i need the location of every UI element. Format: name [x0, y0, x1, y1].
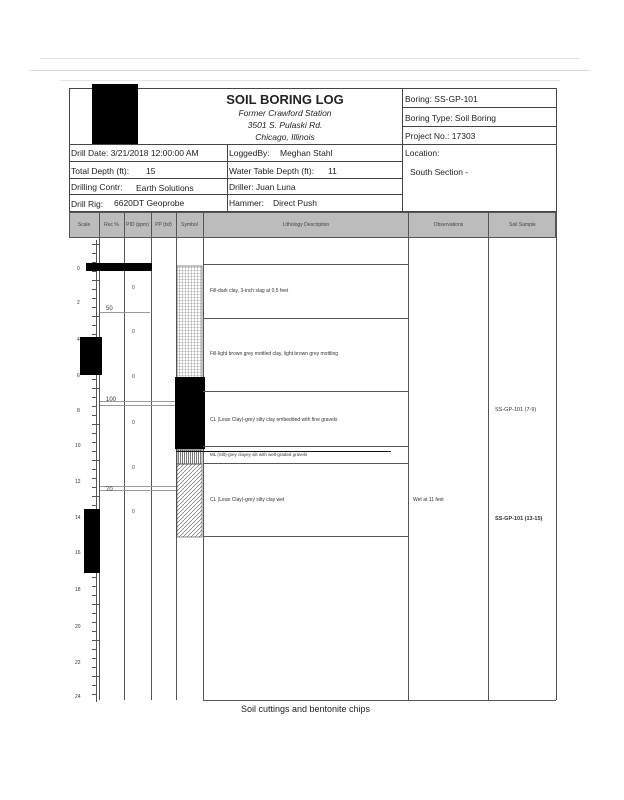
total-depth-label: Total Depth (ft):	[71, 166, 130, 176]
col-scale: Scale	[77, 222, 91, 228]
ruler-tick	[92, 424, 100, 425]
col-divider	[408, 212, 409, 700]
ruler-tick	[92, 379, 96, 380]
fill-symbol	[177, 266, 202, 392]
lithology-description: Fill-dark clay, 3-inch slag at 0.5 feet	[210, 288, 289, 294]
ruler-tick	[92, 334, 96, 335]
col-soil-sample: Soil Sample	[509, 222, 536, 228]
log-title: SOIL BORING LOG	[226, 92, 344, 107]
ruler-tick	[92, 289, 96, 290]
site-address: 3501 S. Pulaski Rd.	[247, 120, 323, 130]
footer-note: Soil cuttings and bentonite chips	[240, 704, 371, 714]
ruler-tick	[92, 496, 100, 497]
driller: Driller: Juan Luna	[229, 182, 296, 192]
col-rec: Rec %	[104, 222, 119, 228]
litho-boundary	[203, 318, 408, 319]
scale-tick-label: 2	[77, 300, 80, 306]
ruler-tick	[92, 442, 96, 443]
ruler-tick	[92, 433, 96, 434]
boring-type: Boring Type: Soil Boring	[405, 113, 497, 123]
ruler-tick	[92, 658, 96, 659]
redaction-bar	[84, 509, 100, 573]
ruler-tick	[92, 577, 96, 578]
col-divider	[556, 212, 557, 700]
lithology-description: ML (Silt)-grey clayey silt with well-graded gravels	[210, 452, 308, 457]
total-depth: 15	[146, 166, 156, 176]
scale-tick-label: 16	[75, 550, 81, 556]
depth-ruler	[96, 240, 97, 702]
ruler-tick	[92, 451, 96, 452]
litho-boundary	[203, 463, 408, 464]
litho-boundary	[203, 446, 408, 447]
ruler-tick	[92, 685, 96, 686]
ruler-tick	[92, 604, 100, 605]
ruler-tick	[92, 325, 96, 326]
redaction-bar	[86, 263, 152, 271]
ruler-tick	[92, 505, 96, 506]
sample-id: SS-GP-101 (7-9)	[495, 407, 537, 413]
ruler-tick	[92, 406, 96, 407]
lithology-description: CL (Lean Clay)-grey silty clay wet	[210, 497, 285, 503]
pid-value: 0	[132, 465, 135, 471]
hammer-label: Hammer:	[229, 198, 264, 208]
ruler-tick	[92, 397, 96, 398]
scan-noise	[60, 80, 560, 81]
site-city: Chicago, Illinois	[255, 132, 315, 142]
ruler-tick	[92, 415, 96, 416]
ruler-tick	[92, 694, 96, 695]
ruler-tick	[92, 667, 96, 668]
ruler-tick	[92, 253, 96, 254]
drilling-contr: Earth Solutions	[136, 183, 194, 193]
col-lithology: Lithology Description	[282, 222, 330, 228]
observation-note: Wet at 11 feet	[413, 497, 444, 503]
ruler-tick	[92, 640, 100, 641]
ruler-tick	[92, 595, 96, 596]
drill-rig-label: Drill Rig:	[71, 199, 104, 209]
ruler-tick	[92, 280, 100, 281]
table-bottom	[203, 700, 556, 701]
rec-value: 100	[106, 397, 117, 403]
scale-tick-label: 20	[75, 624, 81, 630]
pid-value: 0	[132, 329, 135, 335]
site-name: Former Crawford Station	[238, 108, 332, 118]
litho-boundary	[203, 264, 408, 265]
redaction-logo	[92, 84, 138, 144]
scale-tick-label: 0	[77, 266, 80, 272]
ruler-tick	[92, 244, 100, 245]
boring-id: Boring: SS-GP-101	[405, 94, 478, 104]
drill-rig: 6620DT Geoprobe	[114, 198, 185, 208]
pid-value: 0	[132, 509, 135, 515]
ruler-tick	[92, 631, 96, 632]
lithology-description: Fill-light brown grey mottled clay, light brown grey mottling	[210, 351, 339, 357]
scan-noise	[30, 70, 590, 71]
project-no: Project No.: 17303	[405, 131, 476, 141]
ruler-tick	[92, 469, 96, 470]
ruler-tick	[92, 613, 96, 614]
scan-noise	[40, 58, 580, 59]
scale-tick-label: 14	[75, 515, 81, 521]
litho-boundary	[203, 536, 408, 537]
col-divider	[99, 212, 100, 700]
col-divider	[124, 212, 125, 700]
logged-by: Meghan Stahl	[280, 148, 333, 158]
rec-value: 70	[106, 487, 113, 493]
pid-value: 0	[132, 374, 135, 380]
hammer: Direct Push	[273, 198, 317, 208]
ruler-tick	[92, 622, 96, 623]
ruler-tick	[92, 271, 96, 272]
col-divider	[151, 212, 152, 700]
pid-value: 0	[132, 285, 135, 291]
lean-clay-symbol	[177, 464, 202, 537]
lithology-description: CL (Lean Clay)-grey silty clay embedded with fine gravels	[210, 417, 338, 423]
silt-symbol	[177, 450, 202, 464]
scale-tick-label: 22	[75, 660, 81, 666]
drill-date: Drill Date: 3/21/2018 12:00:00 AM	[71, 148, 199, 158]
ruler-tick	[92, 316, 100, 317]
scale-tick-label: 18	[75, 587, 81, 593]
pid-value: 0	[132, 420, 135, 426]
ruler-tick	[92, 388, 100, 389]
col-pid: PID (ppm)	[126, 222, 149, 228]
drilling-contr-label: Drilling Contr:	[71, 182, 123, 192]
scale-tick-label: 4	[77, 337, 80, 343]
location-label: Location:	[405, 148, 440, 158]
sample-id: SS-GP-101 (13-15)	[495, 516, 543, 522]
col-symbol: Symbol	[181, 222, 198, 228]
scale-tick-label: 8	[77, 408, 80, 414]
water-table: 11	[328, 166, 337, 176]
run-line	[100, 312, 150, 313]
location-value: South Section -	[410, 167, 469, 177]
ruler-tick	[92, 487, 96, 488]
redaction-bar	[80, 337, 102, 375]
scale-tick-label: 12	[75, 479, 81, 485]
run-line	[100, 405, 176, 406]
ruler-tick	[92, 460, 100, 461]
col-pp: PP (tsf)	[155, 222, 172, 228]
ruler-tick	[92, 649, 96, 650]
rec-value: 50	[106, 306, 113, 312]
scale-tick-label: 10	[75, 443, 81, 449]
col-divider	[488, 212, 489, 700]
litho-boundary	[203, 391, 408, 392]
logged-by-label: LoggedBy:	[229, 148, 270, 158]
ruler-tick	[92, 478, 96, 479]
scale-tick-label: 6	[77, 373, 80, 379]
ruler-tick	[92, 298, 96, 299]
ruler-tick	[92, 676, 100, 677]
ruler-tick	[92, 307, 96, 308]
scale-tick-label: 24	[75, 694, 81, 700]
col-observations: Observations	[433, 222, 464, 228]
redaction-bar	[175, 377, 205, 449]
ruler-tick	[92, 586, 96, 587]
water-table-label: Water Table Depth (ft):	[229, 166, 315, 176]
